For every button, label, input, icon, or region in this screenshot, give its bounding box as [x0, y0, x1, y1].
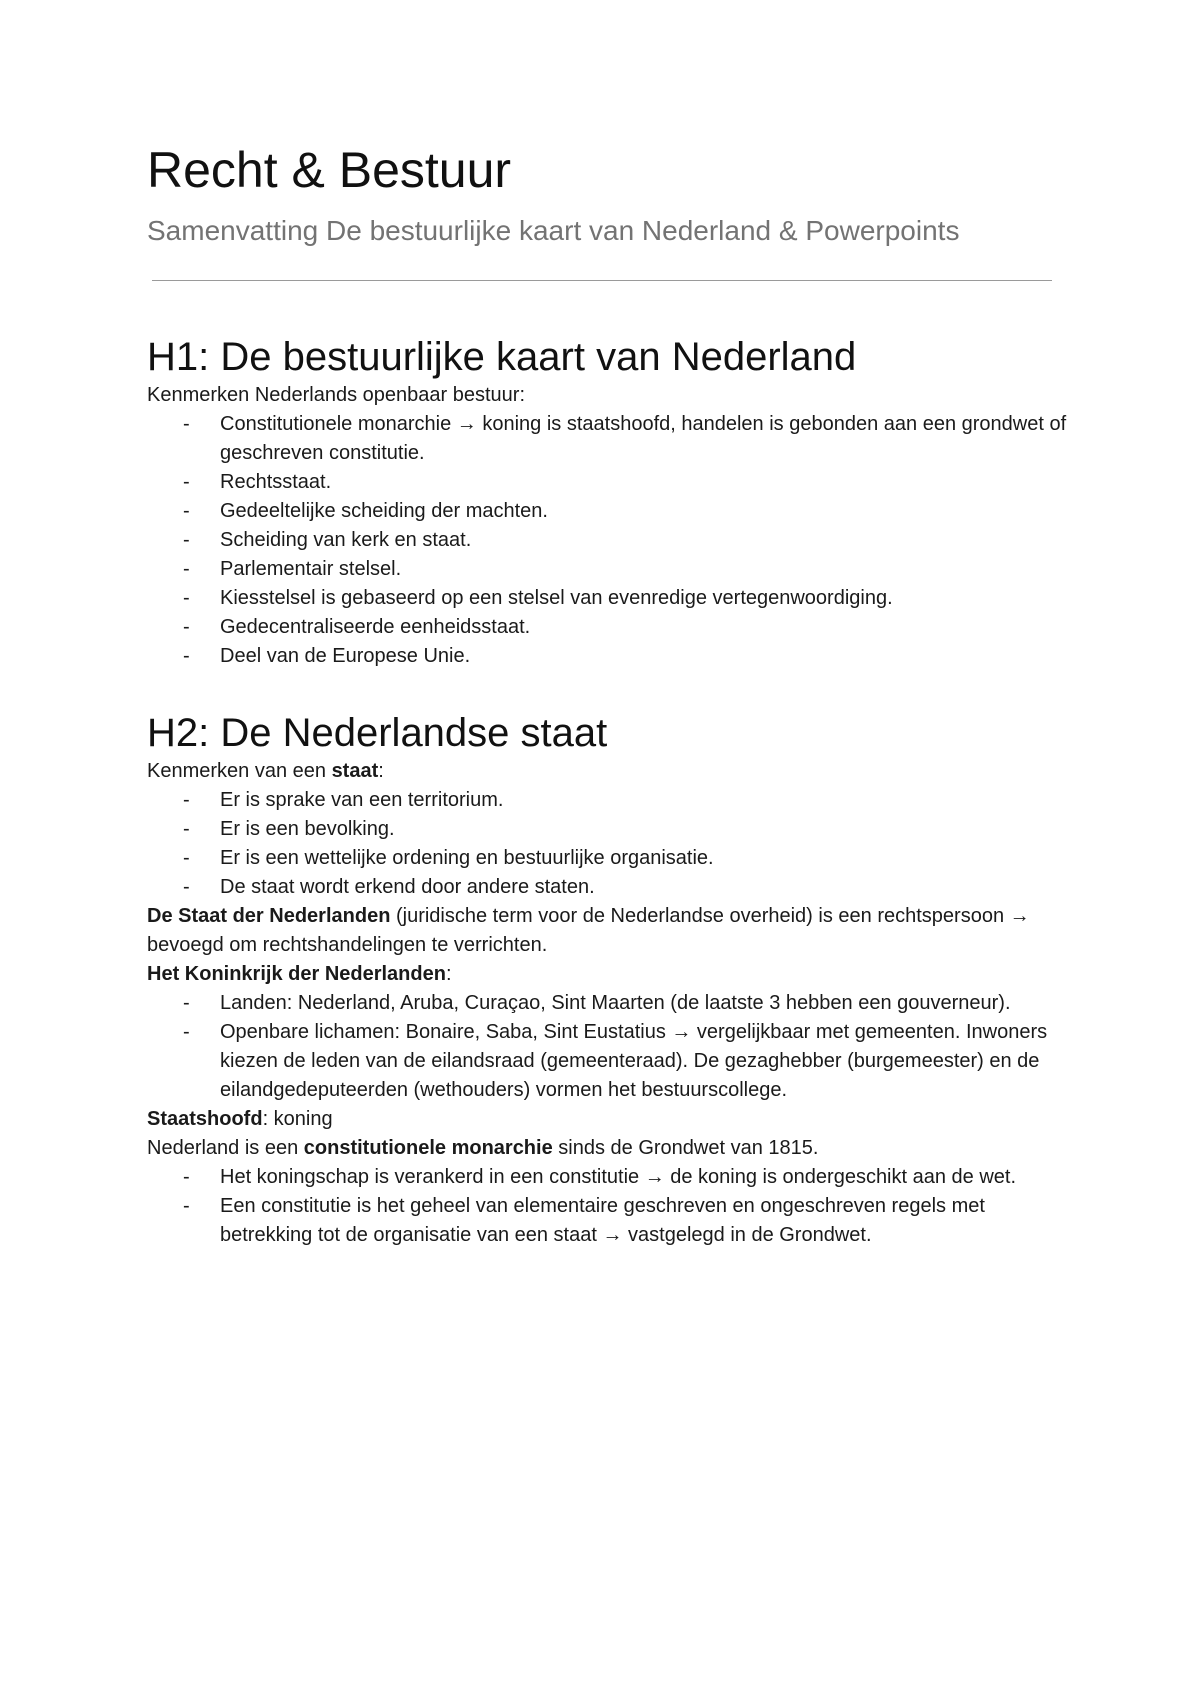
list-item: - Het koningschap is verankerd in een constitutie → de koning is ondergeschikt aan de wet.	[220, 1163, 1067, 1192]
staat-intro	[147, 757, 1067, 786]
monarchie-post: sinds de Grondwet van 1815.	[552, 1136, 819, 1159]
section-heading-h1: H1: De bestuurlijke kaart van Nederland	[147, 334, 857, 379]
list-item: - Er is sprake van een territorium.	[220, 786, 1067, 815]
koninkrijk-list	[147, 989, 1067, 1105]
staat-intro-pre: Kenmerken van een	[147, 759, 332, 782]
list-item: - Parlementair stelsel.	[220, 555, 1067, 584]
monarchie-pre: Nederland is een	[147, 1136, 304, 1159]
list-item: - Er is een wettelijke ordening en bestuurlijke organisatie.	[220, 844, 1067, 873]
list-item: - Openbare lichamen: Bonaire, Saba, Sint Eustatius → vergelijkbaar met gemeenten. Inwoners kiezen de leden van de eilandsraad (gemeenteraad). De gezaghebber (burgemeester) en de eilandgedeputeerden (wethouders) vormen het bestuurscollege.	[220, 1018, 1067, 1105]
koninkrijk-intro	[147, 960, 1067, 989]
list-item: - Gedeeltelijke scheiding der machten.	[220, 497, 1067, 526]
list-item: - Rechtsstaat.	[220, 468, 1067, 497]
horizontal-divider	[152, 280, 1052, 281]
staatshoofd-text: : koning	[262, 1107, 333, 1130]
staatshoofd-paragraph	[147, 1105, 1067, 1134]
document-title: Recht & Bestuur	[147, 142, 512, 198]
staat-kenmerken-list	[147, 786, 1067, 902]
staat-der-nederlanden-text: (juridische term voor de Nederlandse overheid) is een rechtspersoon → bevoegd om rechtshandelingen te verrichten.	[147, 904, 1030, 956]
staat-intro-bold: staat	[331, 759, 379, 782]
list-item: - Constitutionele monarchie → koning is staatshoofd, handelen is gebonden aan een grondwet of geschreven constitutie.	[220, 410, 1067, 468]
koninkrijk-bold: Het Koninkrijk der Nederlanden	[147, 962, 446, 985]
koninkrijk-post: :	[445, 962, 452, 985]
staat-intro-post: :	[378, 759, 384, 782]
list-item: - Scheiding van kerk en staat.	[220, 526, 1067, 555]
document-subtitle: Samenvatting De bestuurlijke kaart van Nederland & Powerpoints	[147, 215, 960, 246]
list-item: - Een constitutie is het geheel van elementaire geschreven en ongeschreven regels met betrekking tot de organisatie van een staat → vastgelegd in de Grondwet.	[220, 1192, 1067, 1250]
h1-intro: Kenmerken Nederlands openbaar bestuur:	[147, 383, 526, 406]
document-page	[147, 140, 1067, 1250]
list-item: - Kiesstelsel is gebaseerd op een stelsel van evenredige vertegenwoordiging.	[220, 584, 1067, 613]
staat-der-nederlanden-paragraph	[147, 902, 1067, 960]
list-item: - Er is een bevolking.	[220, 815, 1067, 844]
list-item: - Gedecentraliseerde eenheidsstaat.	[220, 613, 1067, 642]
h1-kenmerken-list	[147, 410, 1067, 671]
staat-der-nederlanden-bold: De Staat der Nederlanden	[147, 904, 391, 927]
list-item: - De staat wordt erkend door andere staten.	[220, 873, 1067, 902]
list-item: - Deel van de Europese Unie.	[220, 642, 1067, 671]
section-heading-h2: H2: De Nederlandse staat	[147, 710, 608, 755]
monarchie-list	[147, 1163, 1067, 1250]
list-item: - Landen: Nederland, Aruba, Curaçao, Sint Maarten (de laatste 3 hebben een gouverneur).	[220, 989, 1067, 1018]
monarchie-bold: constitutionele monarchie	[303, 1136, 553, 1159]
monarchie-intro	[147, 1134, 1067, 1163]
staatshoofd-bold: Staatshoofd	[147, 1107, 263, 1130]
